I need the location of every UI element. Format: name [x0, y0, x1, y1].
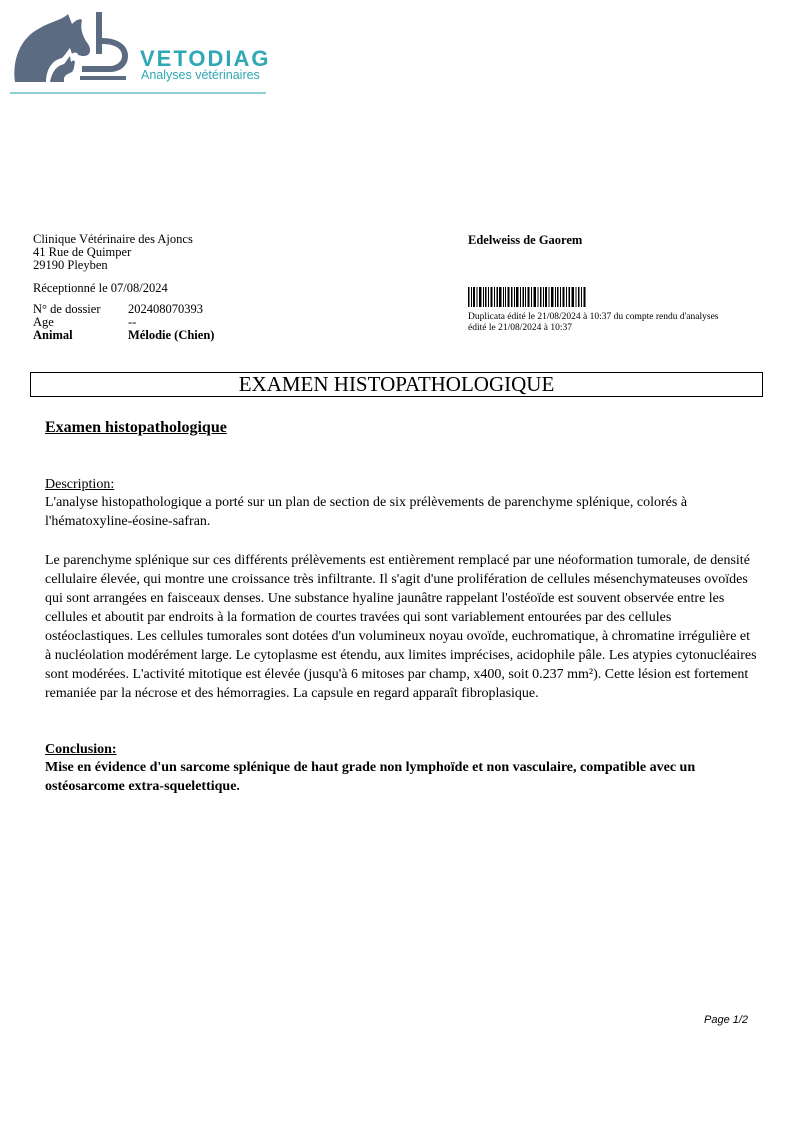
section-heading: Examen histopathologique — [45, 419, 227, 436]
barcode-icon — [468, 287, 586, 307]
clinic-city: 29190 Pleyben — [33, 258, 108, 272]
dossier-value: 202408070393 — [128, 302, 203, 316]
description-paragraph-1: L'analyse histopathologique a porté sur un plan de section de six prélèvements de parenchyme splénique, colorés à l'hématoxyline-éosine-safran. — [45, 495, 688, 529]
age-value: -- — [128, 315, 137, 329]
description-label: Description: — [45, 477, 115, 492]
animal-value: Mélodie (Chien) — [128, 328, 215, 342]
brand-tagline: Analyses vétérinaires — [141, 68, 260, 82]
duplicate-note: Duplicata édité le 21/08/2024 à 10:37 du compte rendu d'analyses édité le 21/08/2024 à 10:37 — [468, 312, 719, 333]
clinic-address — [33, 233, 193, 272]
document-title: EXAMEN HISTOPATHOLOGIQUE — [30, 372, 763, 397]
brand-name: VETODIAG — [140, 46, 271, 71]
description-paragraph-2: Le parenchyme splénique sur ces différents prélèvements est entièrement remplacé par une néoformation tumorale, de densité cellulaire élevée, qui montre une croissance très infiltrante. Il s'agit d'une prolifération de cellules mésenchymateuses ovoïdes qui sont arrangées en faisceaux denses. Une substance hyaline jaunâtre rappelant l'ostéoïde est souvent observée entre les cellules et aboutit par endroits à la formation de courtes travées qui sont variablement entourées par des cellules ostéoclastiques. Les cellules tumorales sont dotées d'un volumineux noyau ovoïde, euchromatique, à chromatine irrégulière et à nucléolation modérément large. Le cytoplasme est étendu, aux limites imprécises, acidophile pâle. Les atypies cytonucléaires sont modérées. L'activité mitotique est élevée (jusqu'à 6 mitoses par champ, x400, soit 0.237 mm²). Cette lésion est fortement remaniée par la nécrose et des hémorragies. La capsule en regard apparaît fibroplasique. — [45, 553, 757, 701]
vetodiag-logo — [10, 10, 270, 96]
owner-name: Edelweiss de Gaorem — [468, 233, 583, 247]
age-label: Age — [33, 315, 54, 329]
received-date: Réceptionné le 07/08/2024 — [33, 281, 168, 295]
animal-silhouette-icon — [10, 10, 135, 88]
clinic-street: 41 Rue de Quimper — [33, 245, 132, 259]
clinic-name: Clinique Vétérinaire des Ajoncs — [33, 232, 193, 246]
animal-label: Animal — [33, 328, 73, 342]
page-number: Page 1/2 — [704, 1014, 749, 1026]
conclusion-label: Conclusion: — [45, 742, 117, 757]
dossier-label: N° de dossier — [33, 302, 101, 316]
logo-divider — [10, 92, 266, 94]
conclusion-text: Mise en évidence d'un sarcome splénique de haut grade non lymphoïde et non vasculaire, compatible avec un ostéosarcome extra-squelettique. — [45, 760, 696, 794]
